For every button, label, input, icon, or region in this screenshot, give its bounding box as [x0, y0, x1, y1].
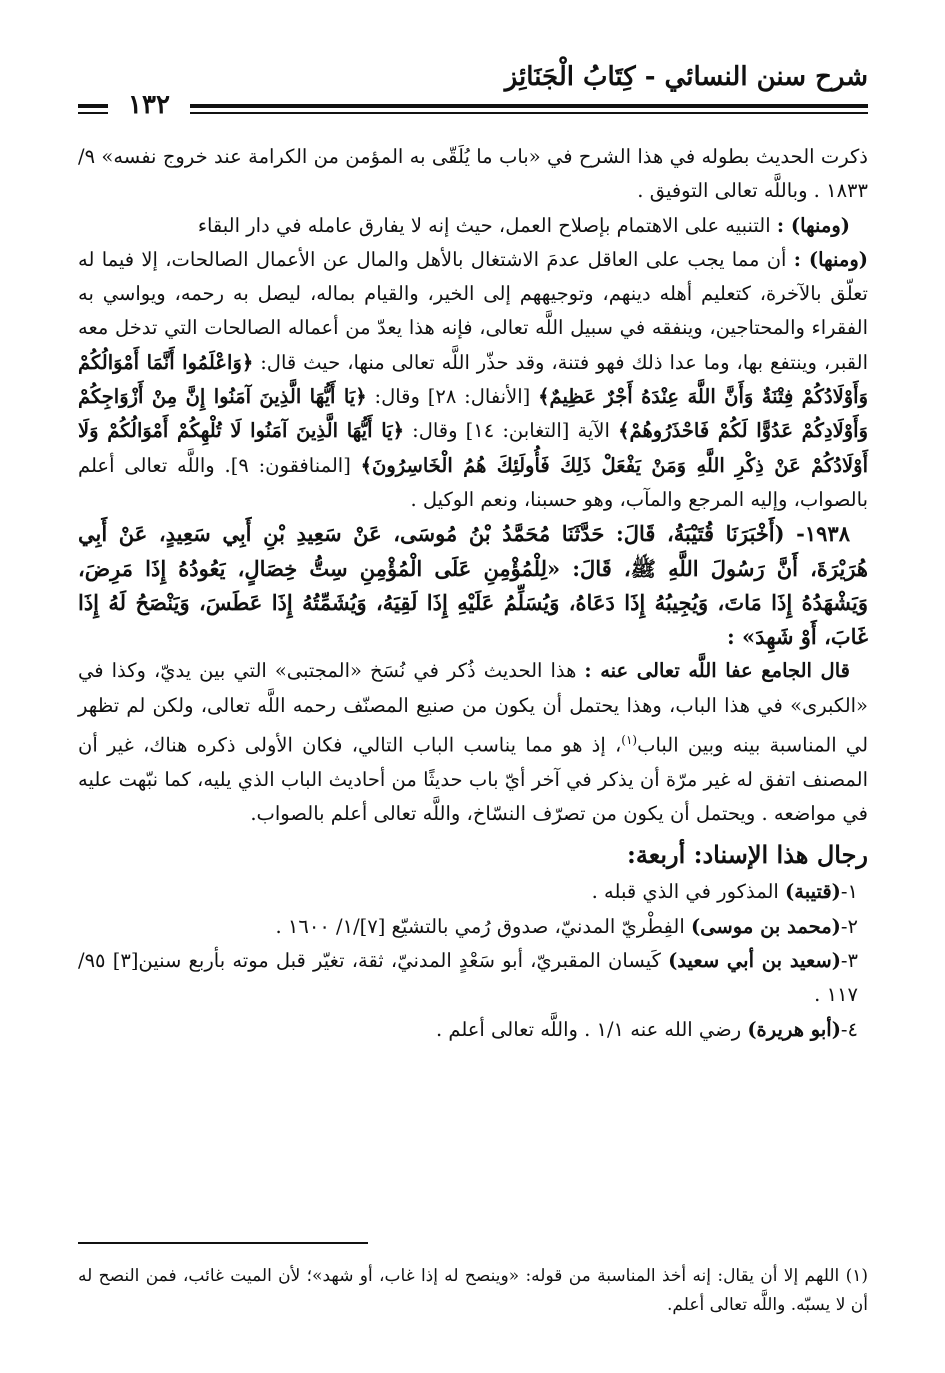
paragraph-commentary: [78, 654, 868, 831]
main-text: [78, 140, 868, 1047]
header-rule-thick: [78, 104, 868, 108]
benefit-text: التنبيه على الاهتمام بإصلاح العمل، حيث إنه لا يفارق عامله في دار البقاء: [197, 213, 777, 237]
narrator-name: (أبو هريرة): [747, 1017, 841, 1041]
narrator-name: (سعيد بن أبي سعيد): [668, 949, 841, 973]
list-item: [78, 875, 868, 909]
narrator-info: كَيسان المقبريّ، أبو سَعْدٍ المدنيّ، ثقة، تغيّر قبل موته بأربع سنين[٣] ٩٥/ ١١٧ .: [78, 949, 858, 1007]
narrator-info: الفِطْريّ المدنيّ، صدوق رُمي بالتشيّع [٧]/١/ ١٦٠٠ .: [275, 914, 691, 938]
header-rule-thin: [78, 112, 868, 114]
section-heading: رجال هذا الإسناد: أربعة:: [627, 840, 868, 870]
footnote-ref[interactable]: (١): [621, 733, 638, 748]
footnotes: [78, 1262, 868, 1320]
paragraph-reference: ذكرت الحديث بطوله في هذا الشرح في «باب ما يُلَقّى به المؤمن من الكرامة عند خروج نفسه» ٩/ ١٨٣٣ . وباللَّه تعالى التوفيق .: [78, 145, 868, 203]
commentary-text: ، إذ هو مما يناسب الباب التالي، فكان الأولى ذكره هناك، غير أن المصنف اتفق له غير مرّة أن يذكر في آخر أيّ باب حديثًا من أحاديث الباب الذي يليه، كما نبّهت عليه في مواضعه . ويحتمل أن يكون من تصرّف النسّاخ، واللَّه تعالى أعلم بالصواب.: [78, 733, 868, 826]
item-number: ٤-: [840, 1017, 858, 1041]
narrator-info: رضي الله عنه ١/١ . واللَّه تعالى أعلم .: [435, 1017, 748, 1041]
hadith-text: ١٩٣٨- (أَخْبَرَنَا قُتَيْبَةُ، قَالَ: حَدَّثَنَا مُحَمَّدُ بْنُ مُوسَى، عَنْ سَعِيدِ بْنِ أَبِي سَعِيدٍ، عَنْ أَبِي هُرَيْرَةَ، أَنَّ رَسُولَ اللَّهِ ﷺ، قَالَ: «لِلْمُؤْمِنِ عَلَى الْمُؤْمِنِ سِتُّ خِصَالٍ، يَعُودُهُ إِذَا مَرِضَ، وَيَشْهَدُهُ إِذَا مَاتَ، وَيُجِيبُهُ إِذَا دَعَاهُ، وَيُسَلِّمُ عَلَيْهِ إِذَا لَقِيَهُ، وَيُشَمِّتُهُ إِذَا عَطَسَ، وَيَنْصَحُ لَهُ إِذَا غَابَ، أَوْ شَهِدَ» :: [78, 521, 868, 650]
citation: الآية [التغابن: ١٤] وقال:: [404, 419, 619, 443]
quran-verse: ﴿يَا أَيُّهَا الَّذِينَ آمَنُوا إِنَّ مِنْ أَزْوَاجِكُمْ وَأَوْلَادِكُمْ عَدُوًّا لَكُمْ فَاحْذَرُوهُمْ﴾: [78, 385, 869, 443]
narrator-name: (قتيبة): [785, 880, 841, 904]
quran-verse: ﴿وَاعْلَمُوا أَنَّمَا أَمْوَالُكُمْ وَأَوْلَادُكُمْ فِتْنَةٌ وَأَنَّ اللَّهَ عِنْدَهُ أَجْرٌ عَظِيمٌ﴾: [78, 350, 868, 409]
benefit-text: أن مما يجب على العاقل عدمَ الاشتغال بالأهل والمال عن الأعمال الصالحات، إلا فيما له تعلّق بالآخرة، كتعليم أهله دينهم، وتوجيههم إلى الخير، والقيام بماله، ليصل به رحمه، ويواسي به الفقراء والمحتاجين، وينفقه في سبيل اللَّه تعالى، فإنه هذا يعدّ من أعماله الصالحات التي تدخل معه القبر، وينتفع بها، وما عدا ذلك فهو فتنة، وقد حذّر اللَّه تعالى منها، حيث قال:: [78, 247, 868, 374]
running-title: شرح سنن النسائي - كِتَابُ الْجَنَائِز: [504, 62, 868, 92]
paragraph-benefit-1: [78, 209, 868, 243]
footnote-1: (١) اللهم إلا أن يقال: إنه أخذ المناسبة من قوله: «وينصح له إذا غاب، أو شهد»؛ لأن الميت غائب، فمن النصح له أن لا يسبّه. واللَّه تعالى أعلم.: [78, 1266, 868, 1315]
commentary-label: قال الجامع عفا اللَّه تعالى عنه :: [584, 659, 850, 683]
page-number: ١٣٢: [108, 90, 190, 120]
item-number: ١-: [840, 880, 858, 904]
narrator-name: (محمد بن موسى): [690, 914, 841, 938]
quran-verse: ﴿يَا أَيُّهَا الَّذِينَ آمَنُوا لَا تُلْهِكُمْ أَمْوَالُكُمْ وَلَا أَوْلَادُكُمْ عَنْ ذِكْرِ اللَّهِ وَمَنْ يَفْعَلْ ذَلِكَ فَأُولَئِكَ هُمُ الْخَاسِرُونَ﴾: [78, 419, 868, 477]
footnote-separator: [78, 1242, 368, 1244]
narrator-info: المذكور في الذي قبله .: [591, 880, 786, 904]
paragraph-benefit-2: [78, 243, 868, 517]
list-item: [78, 944, 868, 1013]
item-number: ٢-: [840, 914, 858, 938]
item-number: ٣-: [840, 949, 858, 973]
citation: [الأنفال: ٢٨] وقال:: [366, 385, 539, 409]
commentary-text: هذا الحديث ذُكر في نُسَخ «المجتبى» التي بين يديّ، وكذا في «الكبرى» في هذا الباب، وهذا يحتمل أن يكون من صنيع المصنّف رحمه اللَّه تعالى، ولكن لم تظهر لي المناسبة بينه وبين الباب: [78, 659, 869, 757]
benefit-label: (ومنها) :: [793, 247, 868, 271]
citation: [المنافقون: ٩]. واللَّه تعالى أعلم بالصواب، وإليه المرجع والمآب، وهو حسبنا، ونعم الوكيل .: [78, 453, 868, 511]
benefit-label: (ومنها) :: [776, 213, 850, 237]
list-item: [78, 910, 868, 944]
book-page: [78, 0, 868, 1373]
list-item: [78, 1013, 868, 1047]
